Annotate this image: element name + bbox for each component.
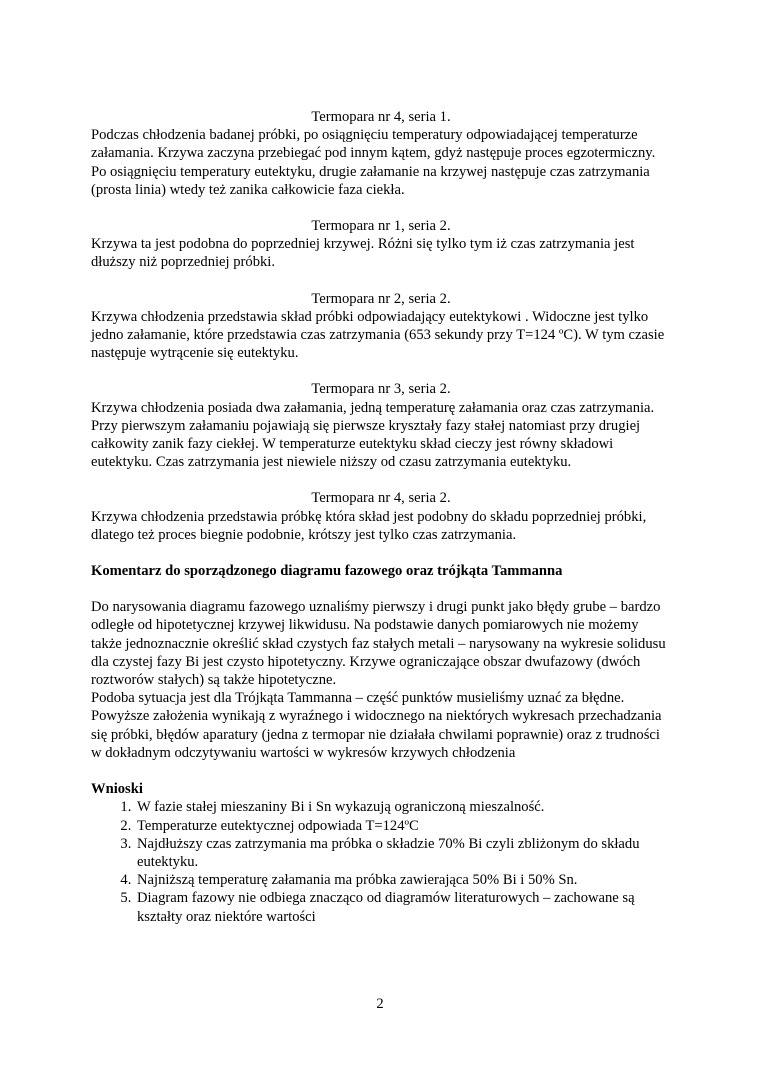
- list-item: 1. W fazie stałej mieszaniny Bi i Sn wykazują ograniczoną mieszalność.: [135, 798, 671, 816]
- commentary-paragraph-1: Do narysowania diagramu fazowego uznaliśmy pierwszy i drugi punkt jako błędy grube – bardzo odległe od hipotetycznej krzywej likwidusu. Na podstawie danych pomiarowych nie możemy także jednoznacznie określić skład czystych faz stałych metali – narysowany na wykresie solidusu dla czystej fazy Bi jest czysto hipotetyczny. Krzywe ograniczające obszar dwufazowy (dwóch roztworów stałych) są także hipotetyczne.: [91, 599, 666, 689]
- page-number: 2: [376, 996, 384, 1012]
- list-item: 3. Najdłuższy czas zatrzymania ma próbka o składzie 70% Bi czyli zbliżonym do składu eutektyku.: [135, 835, 671, 871]
- list-item: 2. Temperaturze eutektycznej odpowiada T=124ºC: [135, 817, 671, 835]
- commentary-paragraph-2: Podoba sytuacja jest dla Trójkąta Tammanna – część punktów musieliśmy uznać za błędne. Powyższe założenia wynikają z wyraźnego i widocznego na niektórych wykresach przechadzania się próbki, błędów aparatury (jedna z termopar nie działała chwilami poprawnie) oraz z trudności w dokładnym odczytywaniu wartości w wykresów krzywych chłodzenia: [91, 690, 662, 761]
- section-text: Krzywa chłodzenia posiada dwa załamania, jedną temperaturę załamania oraz czas zatrzymania. Przy pierwszym załamaniu pojawiają się pierwsze kryształy fazy stałej natomiast przy drugiej całkowity zanik fazy ciekłej. W temperaturze eutektyku skład cieczy jest równy składowi eutektyku. Czas zatrzymania jest niewiele niższy od czasu zatrzymania eutektyku.: [91, 399, 655, 471]
- section-heading: Termopara nr 1, seria 2.: [311, 218, 451, 235]
- conclusions-title: Wnioski: [91, 781, 143, 798]
- section-text: Podczas chłodzenia badanej próbki, po osiągnięciu temperatury odpowiadającej temperaturze załamania. Krzywa zaczyna przebiegać pod innym kątem, gdyż następuje proces egzotermiczny. Po osiągnięciu temperatury eutektyku, drugie załamanie na krzywej następuje czas zatrzymania (prosta linia) wtedy też zanika całkowicie faza ciekła.: [91, 127, 656, 198]
- section-text: Krzywa chłodzenia przedstawia skład próbki odpowiadający eutektykowi . Widoczne jest tylko jedno załamanie, które przedstawia czas zatrzymania (653 sekundy przy T=124 ºC). W tym czasie następuje wytrącenie się eutektyku.: [91, 308, 665, 362]
- list-item: 4. Najniższą temperaturę załamania ma próbka zawierająca 50% Bi i 50% Sn.: [135, 871, 671, 889]
- section-heading: Termopara nr 4, seria 1.: [311, 109, 451, 125]
- section-termopara-2-seria-2: [91, 290, 671, 363]
- section-text: Krzywa chłodzenia przedstawia próbkę która skład jest podobny do składu poprzedniej próbki, dlatego też proces biegnie podobnie, krótszy jest tylko czas zatrzymania.: [91, 508, 647, 543]
- section-heading: Termopara nr 2, seria 2.: [311, 290, 451, 307]
- conclusions-list: [91, 798, 671, 925]
- section-heading: Termopara nr 3, seria 2.: [311, 381, 451, 398]
- list-item: 5. Diagram fazowy nie odbiega znacząco od diagramów literaturowych – zachowane są kształty oraz niektóre wartości: [135, 889, 671, 925]
- commentary-section: [91, 562, 671, 762]
- section-termopara-1-seria-2: [91, 217, 671, 272]
- document-page: [91, 108, 671, 926]
- conclusions-section: [91, 780, 671, 926]
- commentary-title: Komentarz do sporządzonego diagramu fazowego oraz trójkąta Tammanna: [91, 563, 563, 580]
- section-termopara-4-seria-2: [91, 489, 671, 544]
- section-termopara-3-seria-2: [91, 380, 671, 471]
- section-termopara-4-seria-1: [91, 108, 671, 199]
- section-heading: Termopara nr 4, seria 2.: [311, 490, 451, 507]
- section-text: Krzywa ta jest podobna do poprzedniej krzywej. Różni się tylko tym iż czas zatrzymania jest dłuższy niż poprzedniej próbki.: [91, 236, 635, 271]
